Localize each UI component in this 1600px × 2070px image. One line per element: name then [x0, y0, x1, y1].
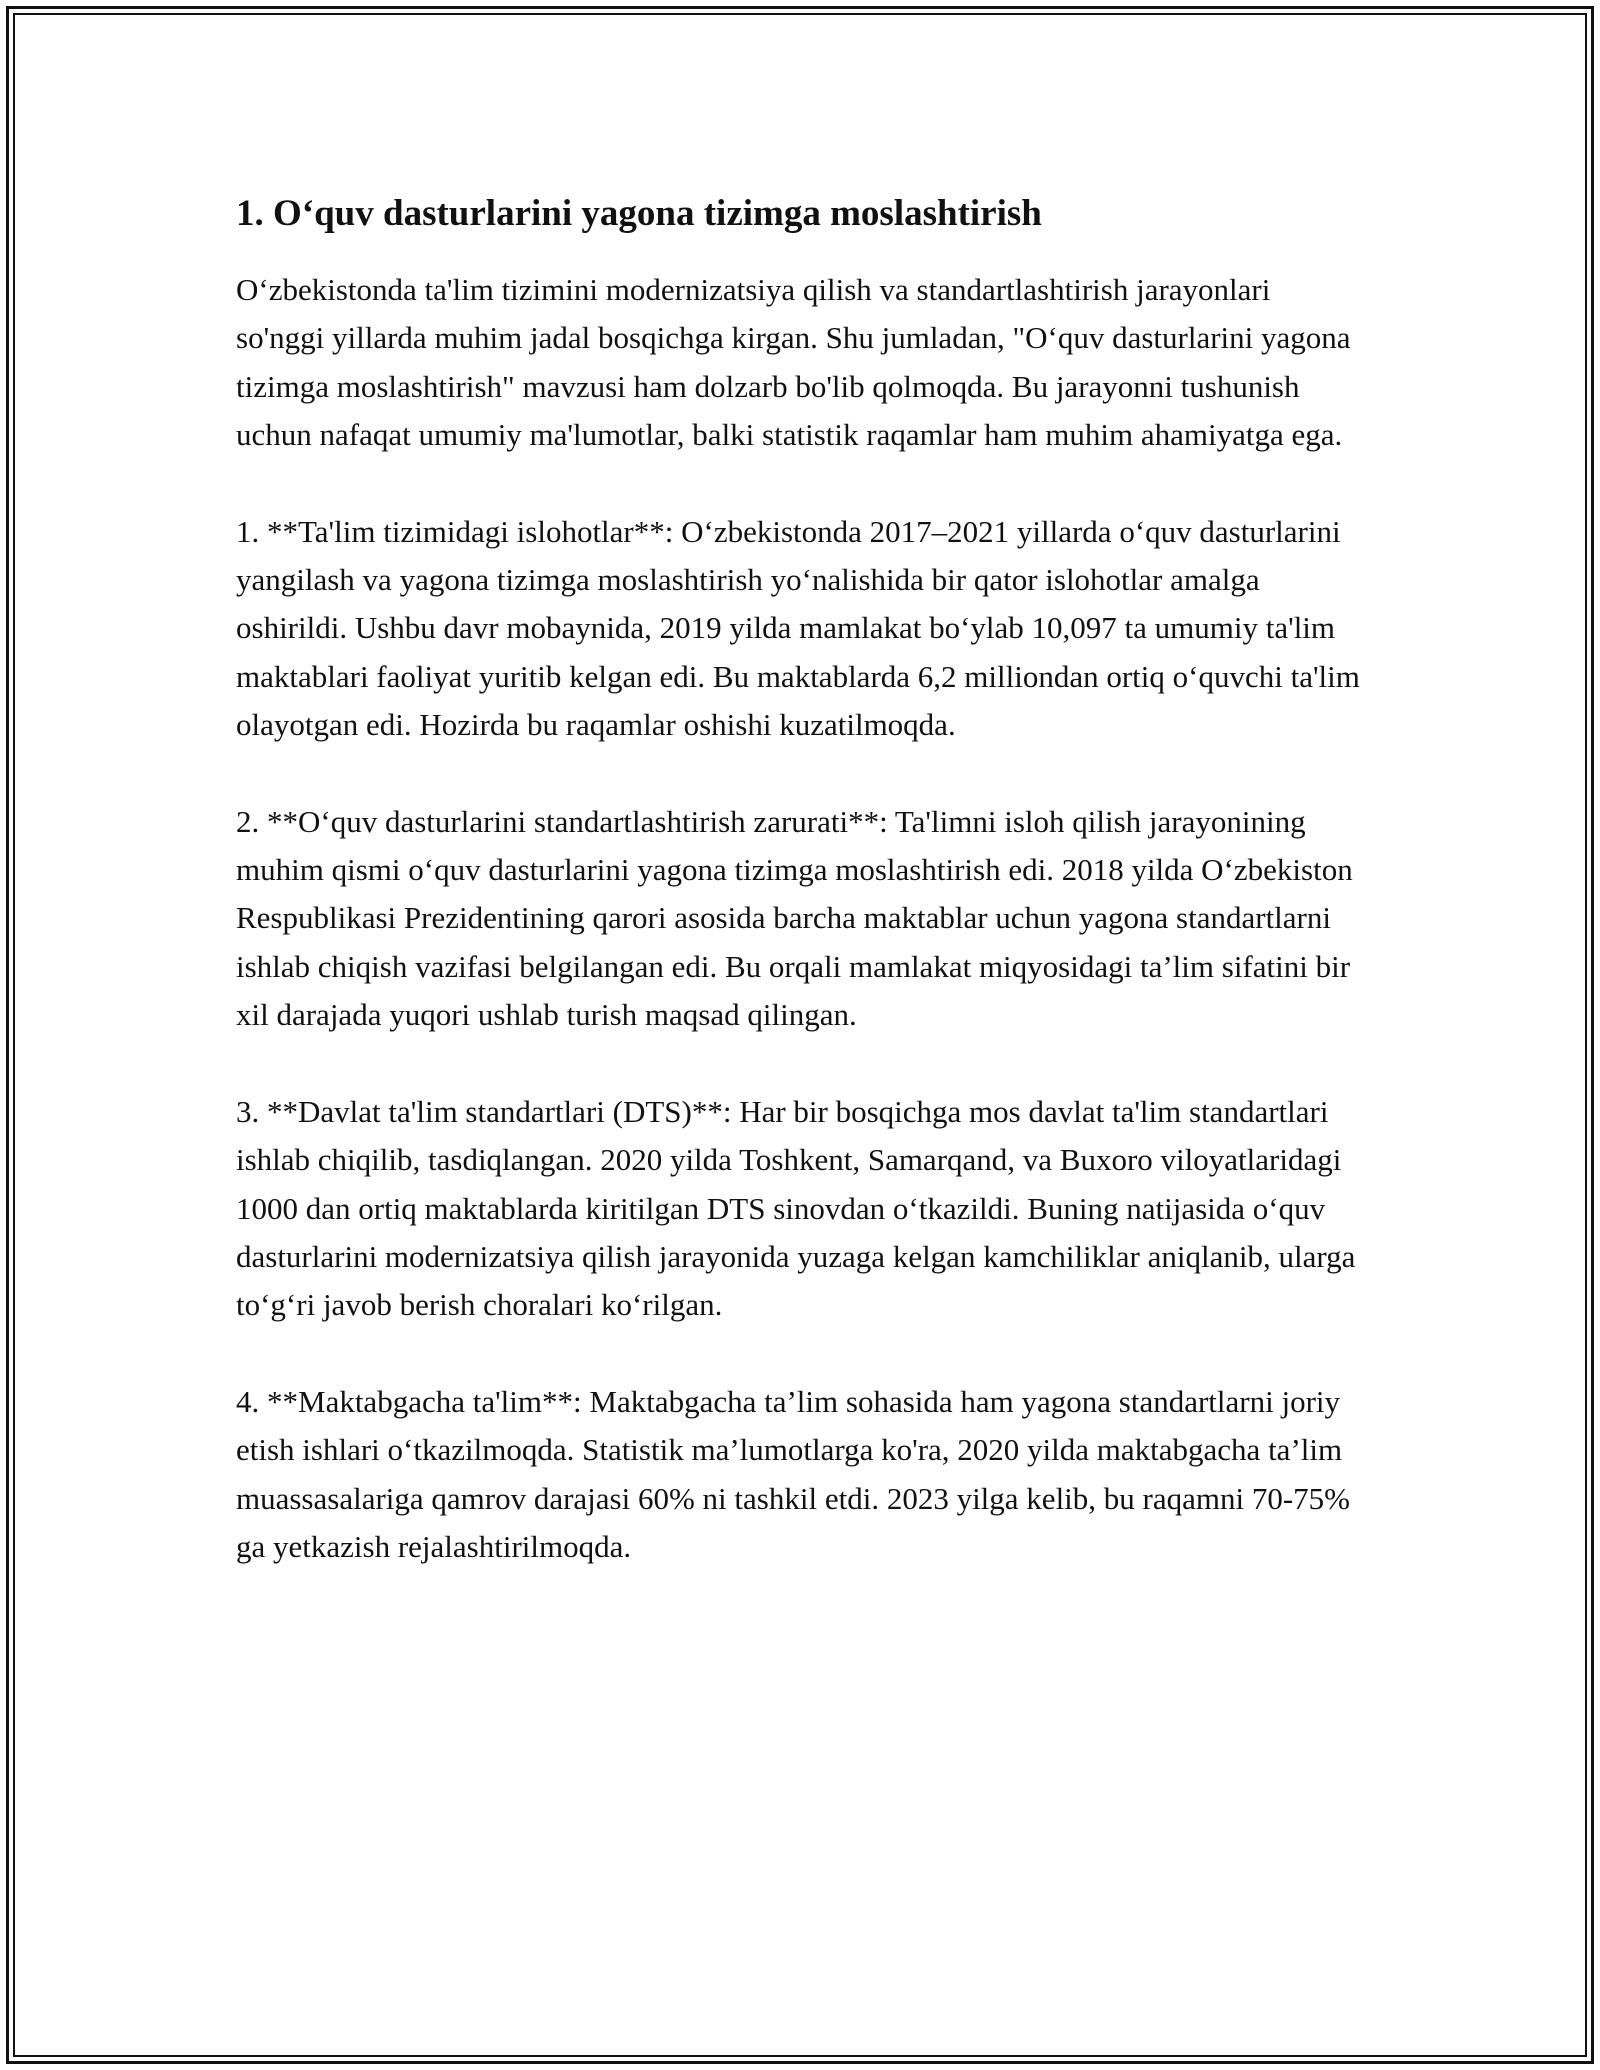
section-1-paragraph: 1. **Ta'lim tizimidagi islohotlar**: O‘zbekistonda 2017–2021 yillarda o‘quv dasturlarini yangilash va yagona tizimga moslashtirish yo‘nalishida bir qator islohotlar amalga oshirildi. Ushbu davr mobaynida, 2019 yilda mamlakat bo‘ylab 10,097 ta umumiy ta'lim maktablari faoliyat yuritib kelgan edi. Bu maktablarda 6,2 milliondan ortiq o‘quvchi ta'lim olayotgan edi. Hozirda bu raqamlar oshishi kuzatilmoqda.: [236, 513, 1360, 743]
document-body: [236, 188, 1366, 1619]
section-2-paragraph: 2. **O‘quv dasturlarini standartlashtirish zarurati**: Ta'limni isloh qilish jarayonining muhim qismi o‘quv dasturlarini yagona tizimga moslashtirish edi. 2018 yilda O‘zbekiston Respublikasi Prezidentining qarori asosida barcha maktablar uchun yagona standartlarni ishlab chiqish vazifasi belgilangan edi. Bu orqali mamlakat miqyosidagi ta’lim sifatini bir xil darajada yuqori ushlab turish maqsad qilingan.: [236, 803, 1353, 1033]
section-4-paragraph: 4. **Maktabgacha ta'lim**: Maktabgacha ta’lim sohasida ham yagona standartlarni joriy etish ishlari o‘tkazilmoqda. Statistik ma’lumotlarga ko'ra, 2020 yilda maktabgacha ta’lim muassasalariga qamrov darajasi 60% ni tashkil etdi. 2023 yilga kelib, bu raqamni 70-75% ga yetkazish rejalashtirilmoqda.: [236, 1383, 1351, 1564]
intro-paragraph: O‘zbekistonda ta'lim tizimini modernizatsiya qilish va standartlashtirish jarayonlari so'nggi yillarda muhim jadal bosqichga kirgan. Shu jumladan, "O‘quv dasturlarini yagona tizimga moslashtirish" mavzusi ham dolzarb bo'lib qolmoqda. Bu jarayonni tushunish uchun nafaqat umumiy ma'lumotlar, balki statistik raqamlar ham muhim ahamiyatga ega.: [236, 272, 1351, 453]
document-title: 1. O‘quv dasturlarini yagona tizimga moslashtirish: [236, 193, 1042, 234]
section-3-paragraph: 3. **Davlat ta'lim standartlari (DTS)**: Har bir bosqichga mos davlat ta'lim standartlari ishlab chiqilib, tasdiqlangan. 2020 yilda Toshkent, Samarqand, va Buxoro viloyatlaridagi 1000 dan ortiq maktablarda kiritilgan DTS sinovdan o‘tkazildi. Buning natijasida o‘quv dasturlarini modernizatsiya qilish jarayonida yuzaga kelgan kamchiliklar aniqlanib, ularga to‘g‘ri javob berish choralari ko‘rilgan.: [236, 1093, 1356, 1323]
